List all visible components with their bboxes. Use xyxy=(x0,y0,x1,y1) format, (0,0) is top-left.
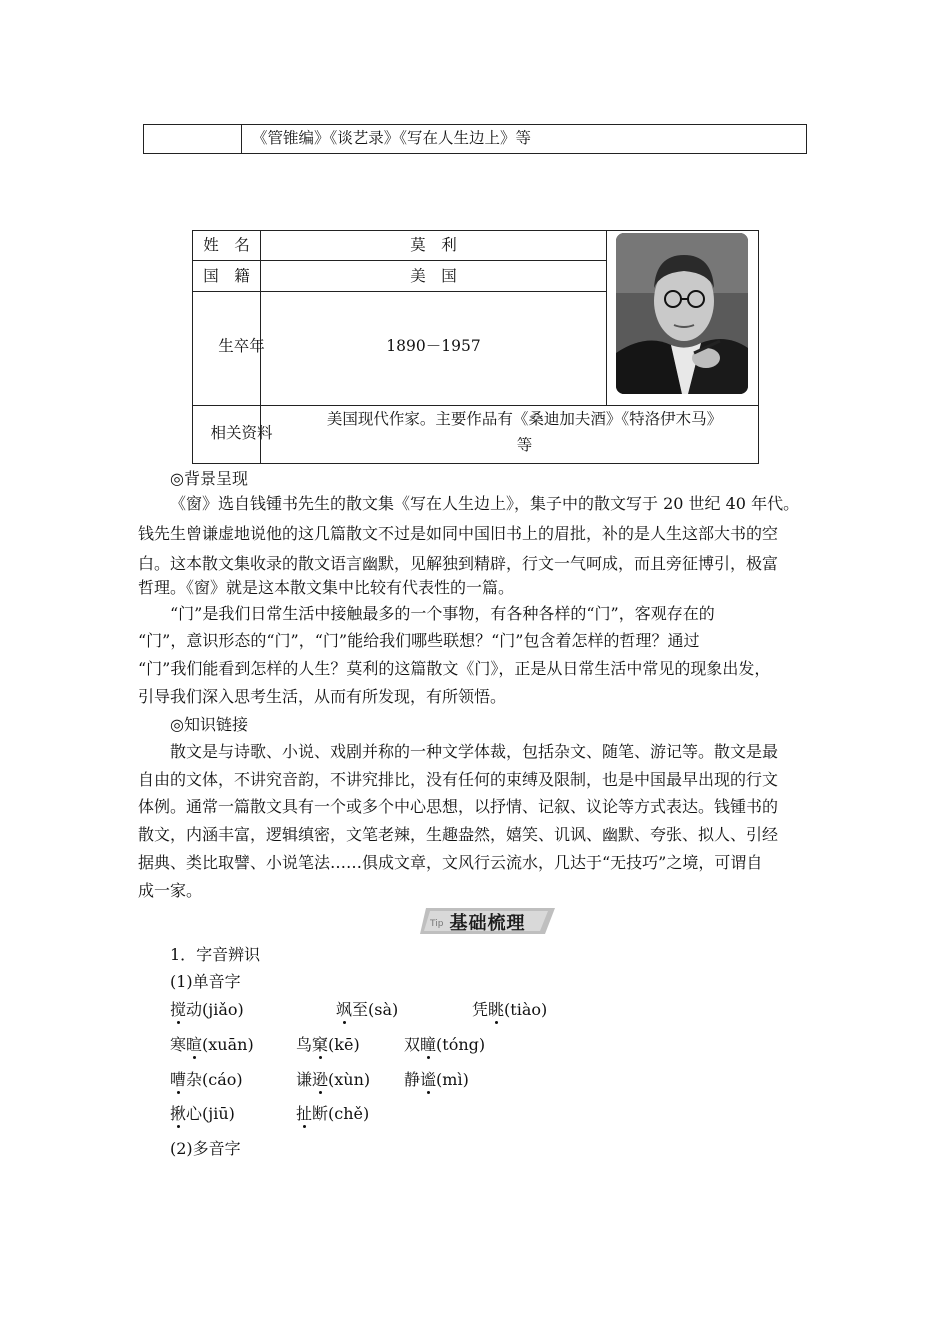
background-p1-line1: 《窗》选自钱锺书先生的散文集《写在人生边上》，集子中的散文写于 20 世纪 40 年代。 xyxy=(170,494,800,513)
knowledge-line1: 散文是与诗歌、小说、戏剧并称的一种文学体裁，包括杂文、随笔、游记等。散文是最 xyxy=(170,742,779,761)
background-p1-line4: 哲理。《窗》就是这本散文集中比较有代表性的一篇。 xyxy=(138,578,515,597)
dotted-char: 眺 xyxy=(488,1000,505,1019)
info-value-line1: 美国现代作家。主要作品有《桑迪加夫酒》《特洛伊木马》 xyxy=(326,410,723,428)
char: 鸟 xyxy=(296,1035,313,1054)
dotted-char: 飒 xyxy=(336,1000,353,1019)
background-p1-line3: 白。这本散文集收录的散文语言幽默，见解独到精辟，行文一气呵成，而且旁征博引，极富 xyxy=(138,554,779,573)
char: 断 xyxy=(312,1104,329,1123)
word xyxy=(296,1035,328,1054)
dotted-char: 逊 xyxy=(312,1070,329,1089)
background-p2-line3: “门”我们能看到怎样的人生？莫利的这篇散文《门》，正是从日常生活中常见的现象出发， xyxy=(138,659,771,678)
knowledge-heading: ◎知识链接 xyxy=(170,715,248,734)
word-item xyxy=(170,999,244,1021)
word xyxy=(296,1070,328,1089)
lifespan-label: 生卒年 xyxy=(218,337,265,355)
word xyxy=(472,1000,504,1019)
dotted-char: 揪 xyxy=(170,1104,187,1123)
pinyin: (kē) xyxy=(328,1035,360,1054)
pinyin: (chě) xyxy=(328,1104,370,1123)
works-table xyxy=(143,124,807,154)
svg-text:Tip: Tip xyxy=(430,919,444,929)
pinyin: (jiū) xyxy=(202,1104,235,1123)
word-item xyxy=(170,1103,235,1125)
pinyin: (sà) xyxy=(368,1000,399,1019)
dotted-char: 扯 xyxy=(296,1104,313,1123)
word xyxy=(170,1070,202,1089)
pinyin: (xùn) xyxy=(328,1070,371,1089)
name-label: 姓 名 xyxy=(203,236,250,254)
char: 至 xyxy=(352,1000,369,1019)
word-item xyxy=(170,1034,254,1056)
word xyxy=(170,1000,202,1019)
word-item xyxy=(336,999,398,1021)
section-banner xyxy=(420,906,555,936)
word-item xyxy=(404,1069,469,1091)
section1-sub1: (1)单音字 xyxy=(170,972,241,991)
char: 动 xyxy=(186,1000,203,1019)
dotted-char: 瞳 xyxy=(420,1035,437,1054)
pinyin: (cáo) xyxy=(202,1070,243,1089)
background-p2-line4: 引导我们深入思考生活，从而有所发现，有所领悟。 xyxy=(138,687,507,706)
char: 谦 xyxy=(296,1070,313,1089)
author-table xyxy=(192,230,759,464)
word-item xyxy=(170,1069,243,1091)
background-p1-line2: 钱先生曾谦虚地说他的这几篇散文不过是如同中国旧书上的眉批，补的是人生这部大书的空 xyxy=(138,524,779,543)
word xyxy=(404,1070,436,1089)
word xyxy=(336,1000,368,1019)
char: 寒 xyxy=(170,1035,187,1054)
works-cell: 《管锥编》《谈艺录》《写在人生边上》等 xyxy=(252,129,532,147)
knowledge-line2: 自由的文体，不讲究音韵，不讲究排比，没有任何的束缚及限制，也是中国最早出现的行文 xyxy=(138,770,779,789)
knowledge-line6: 成一家。 xyxy=(138,881,203,900)
info-value-line2: 等 xyxy=(516,436,533,454)
word xyxy=(170,1104,202,1123)
dotted-char: 嘈 xyxy=(170,1070,187,1089)
pinyin: (tiào) xyxy=(504,1000,548,1019)
pinyin: (xuān) xyxy=(202,1035,254,1054)
dotted-char: 暄 xyxy=(186,1035,203,1054)
dotted-char: 谧 xyxy=(420,1070,437,1089)
char: 双 xyxy=(404,1035,421,1054)
pinyin: (jiǎo) xyxy=(202,1000,244,1019)
nationality-value: 美 国 xyxy=(410,267,457,285)
word-item xyxy=(296,1069,370,1091)
char: 心 xyxy=(186,1104,203,1123)
knowledge-line5: 据典、类比取譬、小说笔法……俱成文章，文风行云流水，几达于“无技巧”之境，可谓自 xyxy=(138,853,763,872)
info-label: 相关资料 xyxy=(210,424,273,442)
background-heading: ◎背景呈现 xyxy=(170,469,248,488)
word xyxy=(296,1104,328,1123)
char: 凭 xyxy=(472,1000,489,1019)
pinyin: (mì) xyxy=(436,1070,469,1089)
section1-sub2: (2)多音字 xyxy=(170,1139,241,1158)
author-portrait xyxy=(616,233,748,394)
pinyin: (tóng) xyxy=(436,1035,486,1054)
banner-title: 基础梳理 xyxy=(449,913,526,934)
char: 静 xyxy=(404,1070,421,1089)
char: 杂 xyxy=(186,1070,203,1089)
nationality-label: 国 籍 xyxy=(203,267,250,285)
table-divider xyxy=(241,125,242,153)
lifespan-value: 1890－1957 xyxy=(386,337,481,355)
background-p2-line1: “门”是我们日常生活中接触最多的一个事物，有各种各样的“门”，客观存在的 xyxy=(170,604,715,623)
section1-title: 1．字音辨识 xyxy=(170,945,261,964)
word xyxy=(404,1035,436,1054)
word-item xyxy=(472,999,547,1021)
background-p2-line2: “门”，意识形态的“门”，“门”能给我们哪些联想？“门”包含着怎样的哲理？通过 xyxy=(138,631,700,650)
word-item xyxy=(296,1103,369,1125)
knowledge-line3: 体例。通常一篇散文具有一个或多个中心思想，以抒情、记叙、议论等方式表达。钱锺书的 xyxy=(138,797,779,816)
dotted-char: 窠 xyxy=(312,1035,329,1054)
word-item xyxy=(404,1034,485,1056)
word-item xyxy=(296,1034,360,1056)
word xyxy=(170,1035,202,1054)
dotted-char: 搅 xyxy=(170,1000,187,1019)
name-value: 莫 利 xyxy=(410,236,457,254)
knowledge-line4: 散文，内涵丰富，逻辑缜密，文笔老辣，生趣盎然，嬉笑、讥讽、幽默、夸张、拟人、引经 xyxy=(138,825,779,844)
